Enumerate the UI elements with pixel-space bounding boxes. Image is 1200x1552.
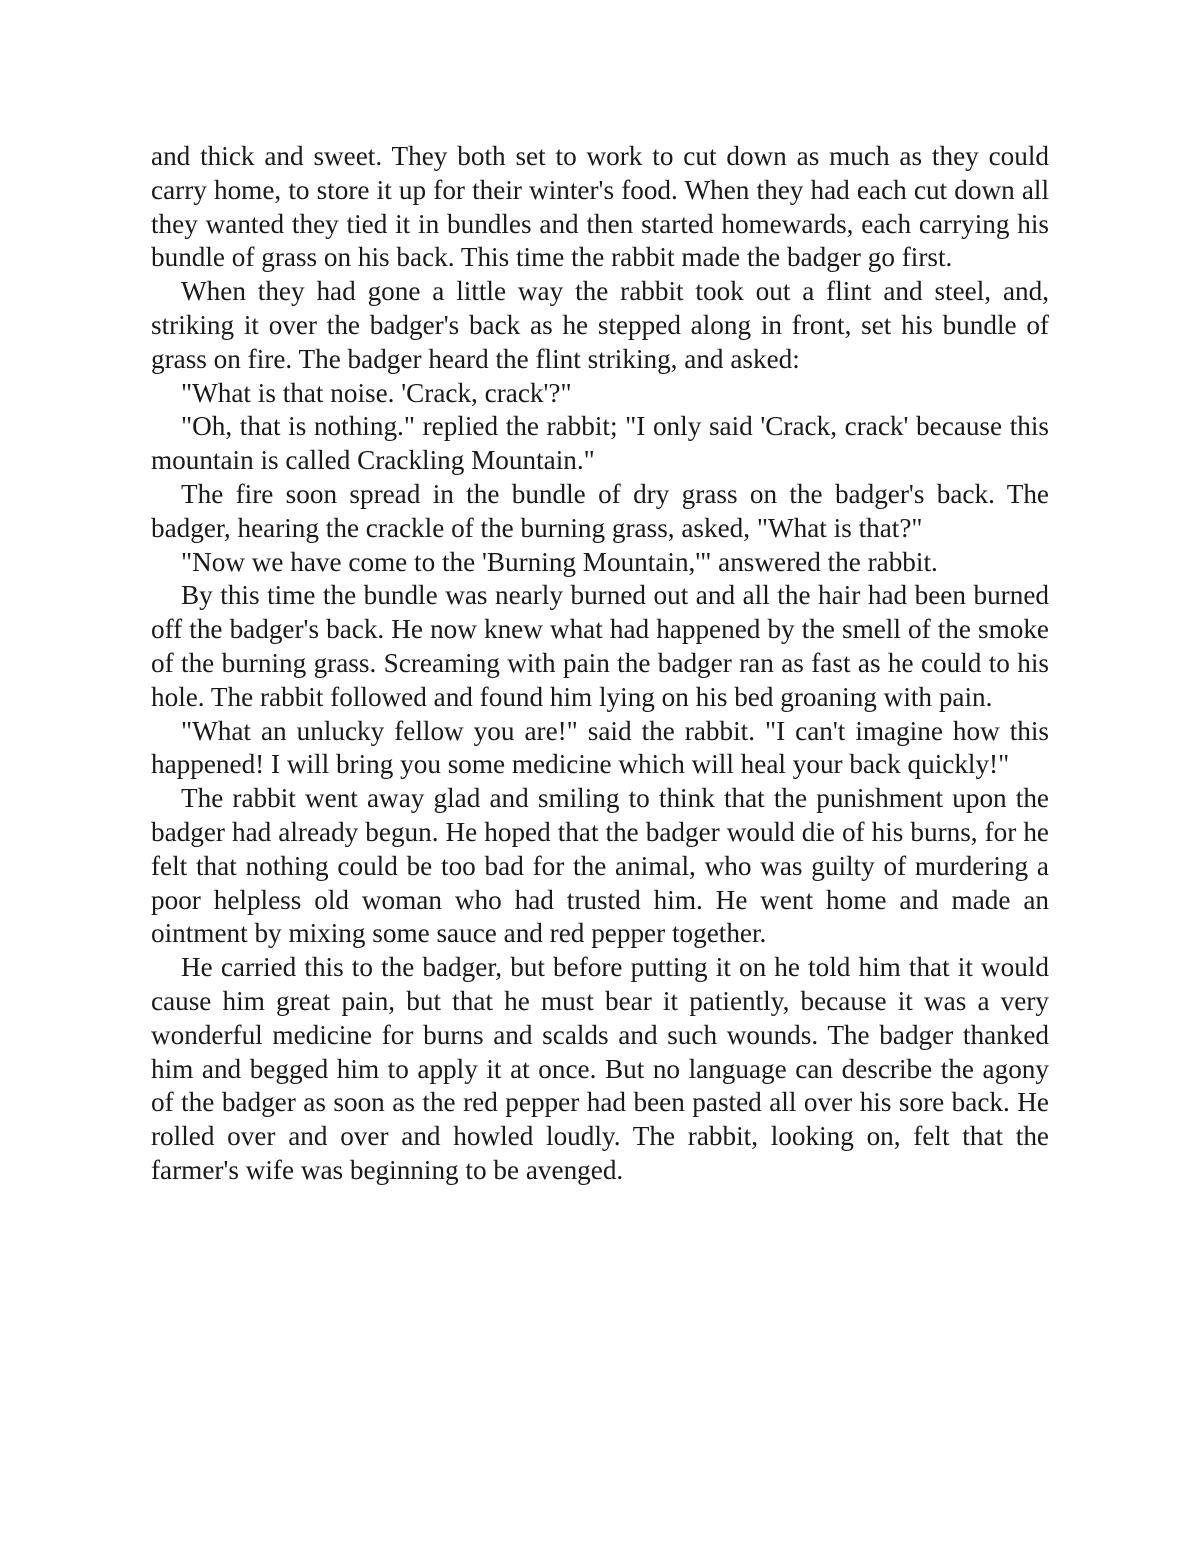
paragraph: "Oh, that is nothing." replied the rabbit; "I only said 'Crack, crack' because this mountain is called Crackling Mountain." — [151, 411, 1049, 476]
paragraph: When they had gone a little way the rabbit took out a flint and steel, and, striking it over the badger's back as he stepped along in front, set his bundle of grass on fire. The badger heard the flint striking, and asked: — [151, 276, 1049, 374]
paragraph: The fire soon spread in the bundle of dry grass on the badger's back. The badger, hearing the crackle of the burning grass, asked, "What is that?" — [151, 478, 1049, 543]
paragraph-continuation: and thick and sweet. They both set to work to cut down as much as they could carry home, to store it up for their winter's food. When they had each cut down all they wanted they tied it in bundles and then started homewards, each carrying his bundle of grass on his back. This time the rabbit made the badger go first. — [151, 141, 1049, 273]
paragraph: The rabbit went away glad and smiling to think that the punishment upon the badger had already begun. He hoped that the badger would die of his burns, for he felt that nothing could be too bad for the animal, who was guilty of murdering a poor helpless old woman who had trusted him. He went home and made an ointment by mixing some sauce and red pepper together. — [151, 783, 1049, 949]
paragraph: He carried this to the badger, but before putting it on he told him that it would cause him great pain, but that he must bear it patiently, because it was a very wonderful medicine for burns and scalds and such wounds. The badger thanked him and begged him to apply it at once. But no language can describe the agony of the badger as soon as the red pepper had been pasted all over his sore back. He rolled over and over and howled loudly. The rabbit, looking on, felt that the farmer's wife was beginning to be avenged. — [151, 952, 1049, 1185]
paragraph: "Now we have come to the 'Burning Mountain,'" answered the rabbit. — [181, 546, 938, 577]
page-body — [151, 140, 1049, 1188]
paragraph: "What an unlucky fellow you are!" said the rabbit. "I can't imagine how this happened! I will bring you some medicine which will heal your back quickly!" — [151, 715, 1049, 780]
paragraph: "What is that noise. 'Crack, crack'?" — [181, 377, 572, 408]
paragraph: By this time the bundle was nearly burned out and all the hair had been burned off the badger's back. He now knew what had happened by the smell of the smoke of the burning grass. Screaming with pain the badger ran as fast as he could to his hole. The rabbit followed and found him lying on his bed groaning with pain. — [151, 580, 1049, 712]
